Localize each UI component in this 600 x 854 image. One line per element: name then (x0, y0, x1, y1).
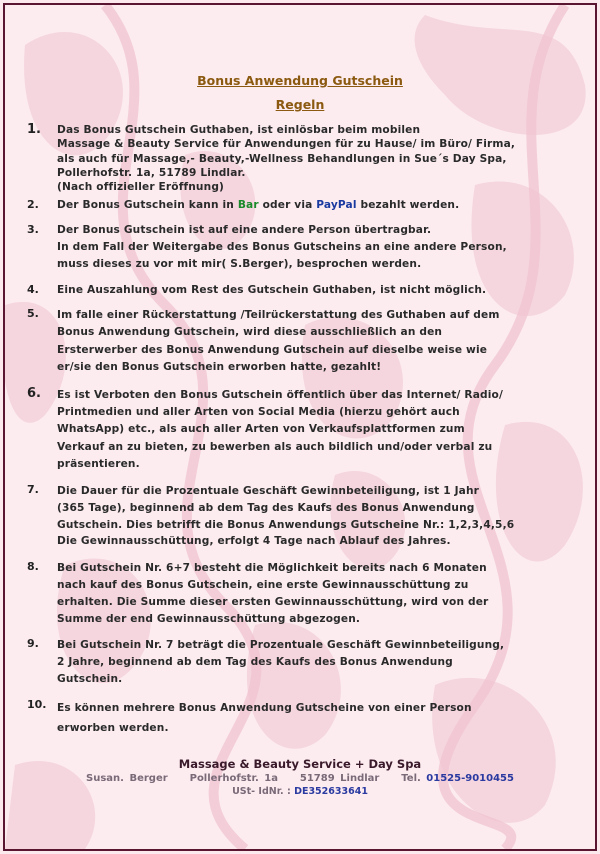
rule-line: als auch für Massage,- Beauty,-Wellness Behandlungen in Sue´s Day Spa, (57, 152, 507, 165)
rule-line: Verkauf an zu bieten, zu bewerben als auch bildlich und/oder verbal zu (57, 440, 493, 453)
rule-line: Summe der end Gewinnausschüttung abgezogen. (57, 612, 361, 625)
rules-list (27, 123, 567, 738)
rule-1 (27, 123, 567, 194)
footer-ust-number: DE352633641 (294, 786, 368, 797)
rule-7 (27, 483, 567, 550)
rule-number: 4. (27, 282, 39, 296)
rule-line: Der Bonus Gutschein ist auf eine andere Person übertragbar. (57, 223, 432, 236)
footer-ust (5, 786, 595, 797)
rule-text: Der Bonus Gutschein kann in (57, 199, 238, 212)
rule-line: Pollerhofstr. 1a, 51789 Lindlar. (57, 166, 246, 179)
bar-highlight: Bar (237, 199, 259, 212)
rule-number: 7. (27, 482, 39, 496)
rule-line: Es ist Verboten den Bonus Gutschein öffentlich über das Internet/ Radio/ (57, 388, 503, 401)
rule-6 (27, 387, 567, 473)
rule-9 (27, 637, 567, 687)
rule-line: Das Bonus Gutschein Guthaben, ist einlösbar beim mobilen (57, 124, 421, 136)
rule-line: er/sie den Bonus Gutschein erworben hatte, gezahlt! (57, 361, 382, 374)
rule-line: Massage & Beauty Service für Anwendungen für zu Hause/ im Büro/ Firma, (57, 138, 516, 151)
rule-line: 2 Jahre, beginnend ab dem Tag des Kaufs des Bonus Anwendung (57, 656, 453, 669)
footer-company: Massage & Beauty Service + Day Spa (178, 757, 422, 771)
rule-line: Bei Gutschein Nr. 6+7 besteht die Möglichkeit bereits nach 6 Monaten (57, 562, 487, 575)
paypal-highlight: PayPal (316, 199, 357, 212)
rule-line: Bei Gutschein Nr. 7 beträgt die Prozentuale Geschäft Gewinnbeteiligung, (57, 639, 505, 652)
rule-8 (27, 560, 567, 627)
rule-text: oder via (258, 199, 317, 212)
footer-address (5, 773, 595, 784)
rule-line: Es können mehrere Bonus Anwendung Gutscheine von einer Person (57, 701, 472, 714)
rule-3 (27, 223, 567, 272)
footer-tel-label: Tel. (401, 773, 421, 784)
rule-line (57, 198, 567, 212)
rule-line: Gutschein. (57, 672, 123, 685)
rule-4 (27, 283, 567, 297)
rule-text: bezahlt werden. (356, 199, 460, 212)
footer-tel: 01525-9010455 (426, 773, 514, 784)
rule-line: Im falle einer Rückerstattung /Teilrückerstattung des Guthaben auf dem (57, 308, 500, 321)
rule-line: erworben werden. (57, 721, 169, 734)
rule-number: 2. (27, 198, 39, 212)
footer-ust-label: USt- IdNr. : (232, 786, 291, 797)
rule-line: WhatsApp) etc., als auch aller Arten von Verkaufsplattformen zum (57, 423, 465, 436)
footer-street: Pollerhofstr. 1a (189, 773, 278, 784)
rule-line: muss dieses zu vor mit mir( S.Berger), besprochen werden. (57, 258, 422, 271)
rule-line: (Nach offizieller Eröffnung) (57, 181, 225, 194)
rule-line: (365 Tage), beginnend ab dem Tag des Kaufs des Bonus Anwendung (57, 501, 475, 514)
page-title: Bonus Anwendung Gutschein (197, 73, 403, 88)
page-subtitle: Regeln (275, 97, 325, 112)
rule-number: 8. (27, 560, 39, 574)
rule-line: erhalten. Die Summe dieser ersten Gewinnausschüttung, wird von der (57, 595, 489, 608)
rule-2 (27, 198, 567, 212)
rule-line: Ersterwerber des Bonus Anwendung Gutschein auf dieselbe weise wie (57, 343, 488, 356)
rule-line: präsentieren. (57, 457, 140, 470)
rule-line: Bonus Anwendung Gutschein, wird diese ausschließlich an den (57, 326, 443, 339)
rule-number: 5. (27, 306, 39, 320)
document-page (3, 3, 597, 851)
rule-line: Die Gewinnausschüttung, erfolgt 4 Tage nach Ablauf des Jahres. (57, 535, 451, 548)
footer-city: 51789 Lindlar (299, 773, 380, 784)
rule-number: 9. (27, 637, 39, 651)
rule-line: Eine Auszahlung vom Rest des Gutschein Guthaben, ist nicht möglich. (57, 283, 487, 296)
rule-5 (27, 307, 567, 377)
footer-owner: Susan. Berger (86, 773, 168, 784)
rule-number: 6. (27, 385, 41, 401)
rule-10 (27, 698, 567, 738)
rule-line: nach kauf des Bonus Gutschein, eine erste Gewinnausschüttung zu (57, 578, 469, 591)
rule-number: 3. (27, 222, 39, 236)
rule-number: 1. (27, 122, 41, 137)
rule-line: Gutschein. Dies betrifft die Bonus Anwendungs Gutscheine Nr.: 1,2,3,4,5,6 (57, 518, 515, 531)
rule-number: 10. (27, 697, 47, 711)
rule-line: In dem Fall der Weitergabe des Bonus Gutscheins an eine andere Person, (57, 241, 507, 254)
rule-line: Die Dauer für die Prozentuale Geschäft Gewinnbeteiligung, ist 1 Jahr (57, 484, 480, 497)
rule-line: Printmedien und aller Arten von Social Media (hierzu gehört auch (57, 406, 460, 419)
